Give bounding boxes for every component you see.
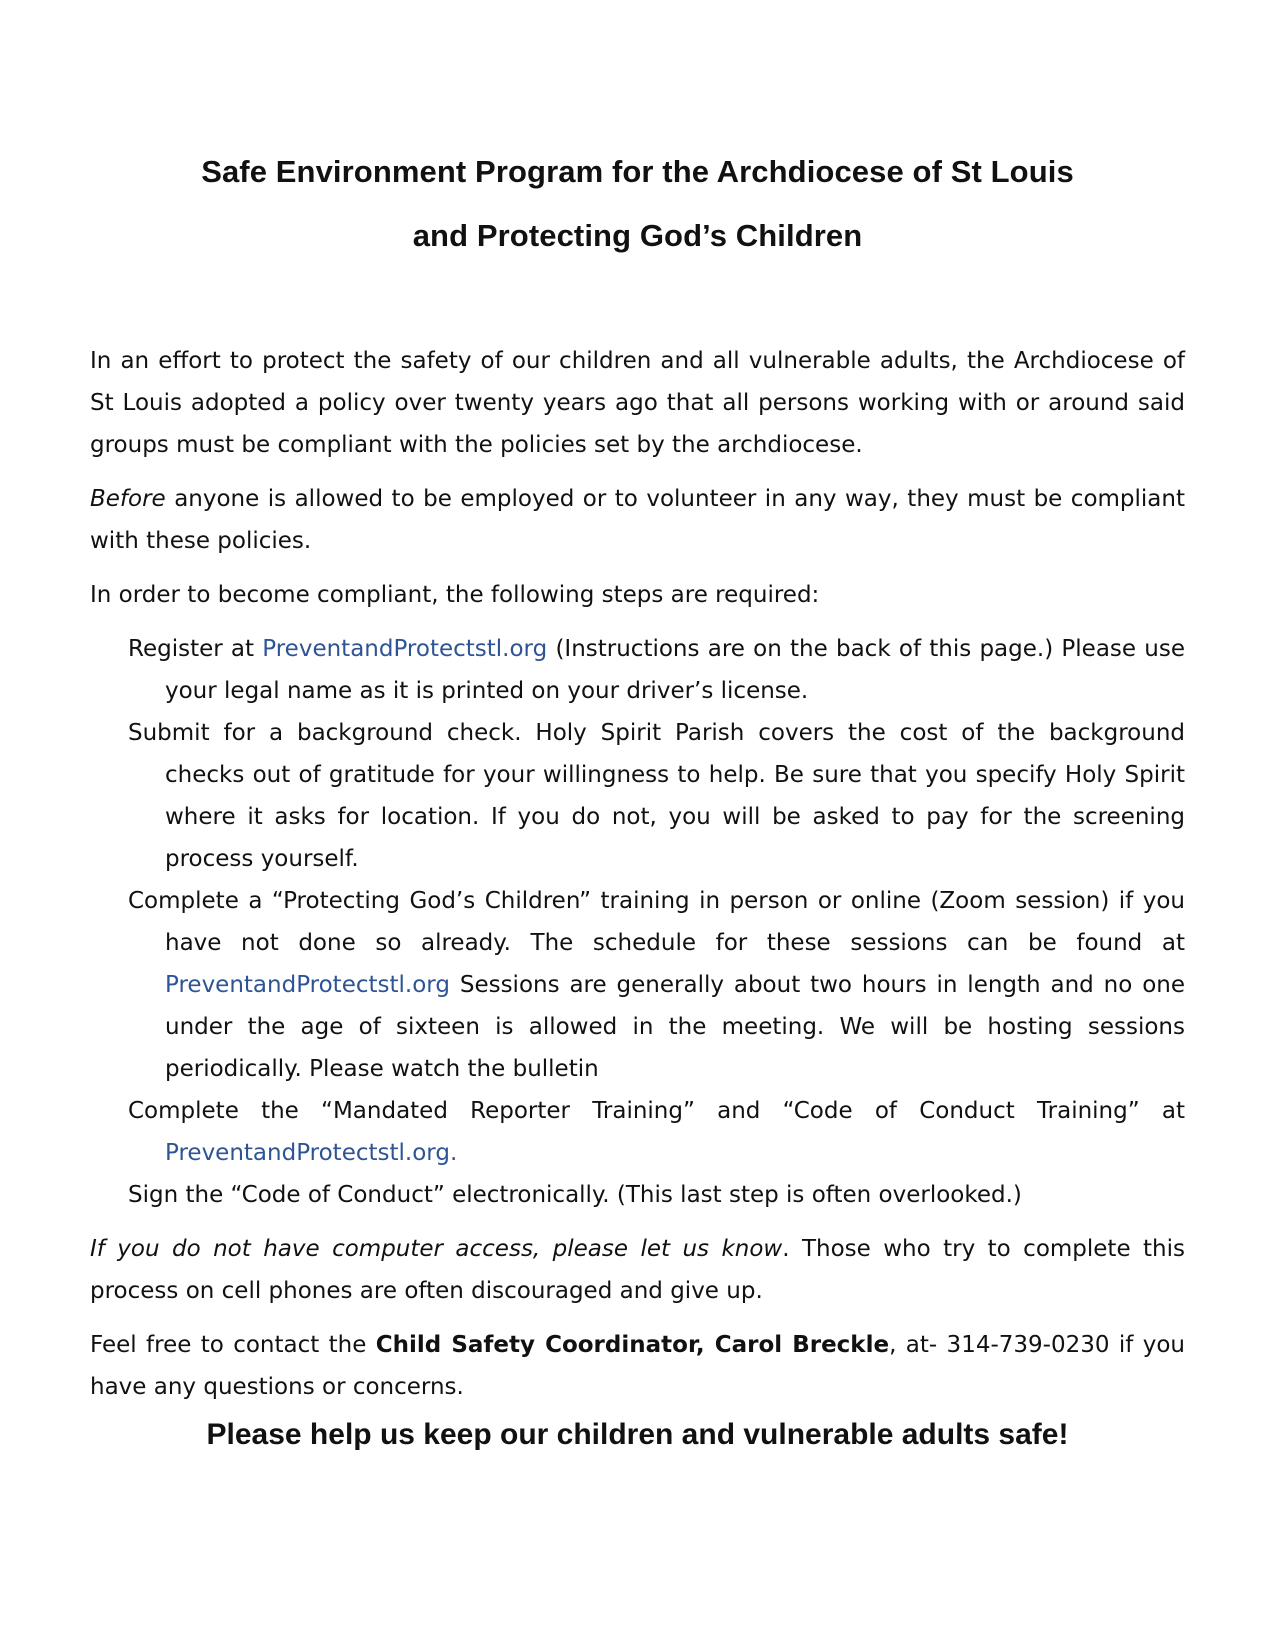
contact-paragraph: [90, 1324, 1185, 1408]
computer-access-paragraph: [90, 1228, 1185, 1312]
step-training-text: Complete a “Protecting God’s Children” training in person or online (Zoom session) if you have not done so already. The schedule for these sessions can be found at: [128, 888, 1185, 956]
step-background-check: Submit for a background check. Holy Spirit Parish covers the cost of the background checks out of gratitude for your willingness to help. Be sure that you specify Holy Spirit where it asks for location. If you do not, you will be asked to pay for the screening process yourself.: [128, 720, 1185, 872]
step-sign-code: Sign the “Code of Conduct” electronically. (This last step is often overlooked.): [128, 1182, 1022, 1208]
body-text: [90, 340, 1185, 1420]
intro-paragraph: In an effort to protect the safety of our children and all vulnerable adults, the Archdiocese of St Louis adopted a policy over twenty years ago that all persons working with or around said groups must be compliant with the policies set by the archdiocese.: [90, 348, 1185, 458]
before-emphasis: Before: [90, 486, 166, 512]
step-register-link[interactable]: PreventandProtectstl.org: [262, 636, 548, 662]
closing-statement: Please help us keep our children and vulnerable adults safe!: [206, 1418, 1069, 1451]
step-mandated-reporter: [90, 1090, 1185, 1174]
step-mandated-reporter-link[interactable]: PreventandProtectstl.org.: [165, 1140, 458, 1166]
steps-list: [90, 628, 1185, 1216]
step-training-link[interactable]: PreventandProtectstl.org: [165, 972, 450, 998]
computer-access-emphasis: If you do not have computer access, please let us know: [90, 1236, 783, 1262]
computer-access-text: . Those who try to complete this process on cell phones are often discouraged and give up.: [90, 1236, 1185, 1304]
step-training: [90, 880, 1185, 1090]
step-mandated-reporter-text: Complete the “Mandated Reporter Training” and “Code of Conduct Training” at: [128, 1098, 1185, 1124]
contact-text-2: , at- 314-739-0230 if you have any questions or concerns.: [90, 1332, 1185, 1400]
title-line-1: Safe Environment Program for the Archdiocese of St Louis: [201, 154, 1074, 189]
title-block: [0, 140, 1275, 268]
step-register-text-2: (Instructions are on the back of this page.) Please use your legal name as it is printed on your driver’s license.: [165, 636, 1185, 704]
contact-coordinator: Child Safety Coordinator, Carol Breckle: [375, 1332, 890, 1358]
before-text: anyone is allowed to be employed or to volunteer in any way, they must be compliant with these policies.: [90, 486, 1185, 554]
step-register: [90, 628, 1185, 712]
step-register-text: Register at: [128, 636, 263, 662]
step-training-text-2: Sessions are generally about two hours in length and no one under the age of sixteen is allowed in the meeting. We will be hosting sessions periodically. Please watch the bulletin: [165, 972, 1185, 1082]
before-paragraph: [90, 478, 1185, 562]
contact-text: Feel free to contact the: [90, 1332, 376, 1358]
steps-intro: In order to become compliant, the following steps are required:: [90, 582, 820, 608]
title-line-2: and Protecting God’s Children: [412, 218, 863, 253]
